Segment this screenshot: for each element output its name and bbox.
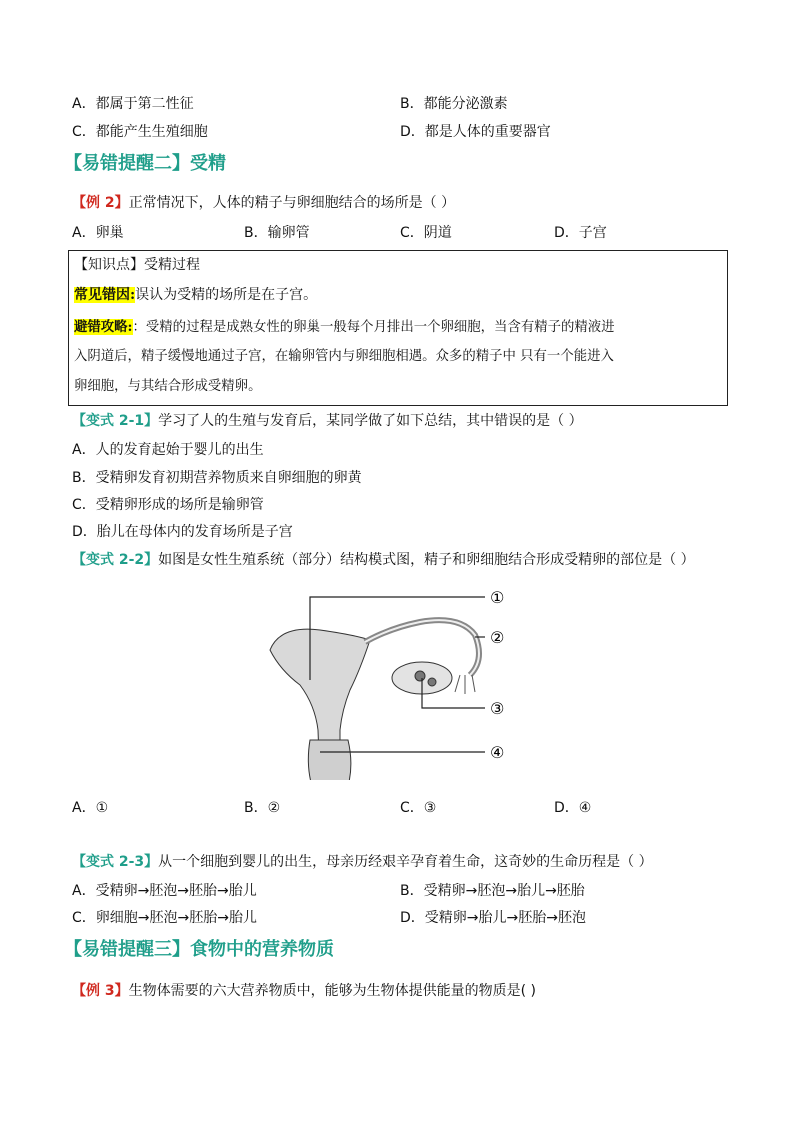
question-text: 如图是女性生殖系统（部分）结构模式图，精子和卵细胞结合形成受精卵的部位是（ ） [158,552,695,568]
option-c[interactable]: C．③ [400,800,437,816]
option-c[interactable]: C．都能产生生殖细胞 [72,124,208,140]
option-a[interactable]: A．都属于第二性征 [72,96,194,112]
example-tag: 【例 2】 [72,195,129,211]
section-title: 易错提醒三 [82,939,172,960]
variant-tag: 【变式 2-2】 [72,552,159,568]
tips-text-1: ：受精的过程是成熟女性的卵巢一般每个月排出一个卵细胞，当含有精子的精液进 [132,320,615,335]
variant-2-3-stem [72,852,653,872]
question-text: 从一个细胞到婴儿的出生，母亲历经艰辛孕育着生命，这奇妙的生命历程是（ ） [158,854,653,870]
variant-2-2-stem [72,550,695,570]
example-tag: 【例 3】 [72,983,129,999]
option-b[interactable]: B．输卵管 [244,225,310,241]
label-1: ① [490,588,505,607]
section-heading-2 [64,152,226,176]
section-title: 易错提醒二 [82,153,172,174]
option-b[interactable]: B．受精卵发育初期营养物质来自卵细胞的卵黄 [72,470,362,486]
variant-2-1-stem [72,411,583,431]
option-a[interactable]: A．人的发育起始于婴儿的出生 [72,442,264,458]
tips-label: 避错攻略: [74,319,133,335]
option-c[interactable]: C．受精卵形成的场所是输卵管 [72,497,264,513]
question-text: 学习了人的生殖与发育后，某同学做了如下总结，其中错误的是（ ） [158,413,583,429]
option-d[interactable]: D．胎儿在母体内的发育场所是子宫 [72,524,293,540]
female-reproductive-system-diagram [260,580,530,780]
question-text: 生物体需要的六大营养物质中，能够为生物体提供能量的物质是( ) [128,983,536,999]
label-3: ③ [490,699,505,718]
tips-row-3: 卵细胞，与其结合形成受精卵。 [74,379,262,394]
option-d[interactable]: D．都是人体的重要器官 [400,124,551,140]
option-d[interactable]: D．子宫 [554,225,607,241]
option-b[interactable]: B．② [244,800,281,816]
section-topic: 受精 [190,153,226,174]
option-a[interactable]: A．① [72,800,109,816]
option-c[interactable]: C．阴道 [400,225,452,241]
option-c[interactable]: C．卵细胞→胚泡→胚胎→胎儿 [72,910,257,926]
variant-tag: 【变式 2-3】 [72,854,159,870]
bracket-open: 【 [64,939,82,960]
tips-row-1 [74,317,615,338]
option-a[interactable]: A．受精卵→胚泡→胚胎→胎儿 [72,883,257,899]
mistake-text: 误认为受精的场所是在子宫。 [135,287,318,303]
label-4: ④ [490,743,505,762]
vagina-shape [308,740,351,780]
option-d[interactable]: D．受精卵→胎儿→胚胎→胚泡 [400,910,586,926]
option-a[interactable]: A．卵巢 [72,225,124,241]
question-text: 正常情况下，人体的精子与卵细胞结合的场所是（ ） [128,195,456,211]
mistake-label: 常见错因: [74,287,136,303]
option-d[interactable]: D．④ [554,800,592,816]
bracket-close: 】 [172,939,190,960]
example-2-stem [72,193,455,213]
option-b[interactable]: B．都能分泌激素 [400,96,508,112]
label-2: ② [490,628,505,647]
bracket-close: 】 [172,153,190,174]
variant-tag: 【变式 2-1】 [72,413,159,429]
knowledge-title: 【知识点】受精过程 [74,257,200,273]
option-b[interactable]: B．受精卵→胚泡→胎儿→胚胎 [400,883,585,899]
tips-row-2: 入阴道后，精子缓慢地通过子宫，在输卵管内与卵细胞相遇。众多的精子中 只有一个能进入 [74,349,614,364]
mistake-row [74,285,317,305]
section-topic: 食物中的营养物质 [190,939,334,960]
section-heading-3 [64,938,334,962]
bracket-open: 【 [64,153,82,174]
example-3-stem [72,981,536,1001]
